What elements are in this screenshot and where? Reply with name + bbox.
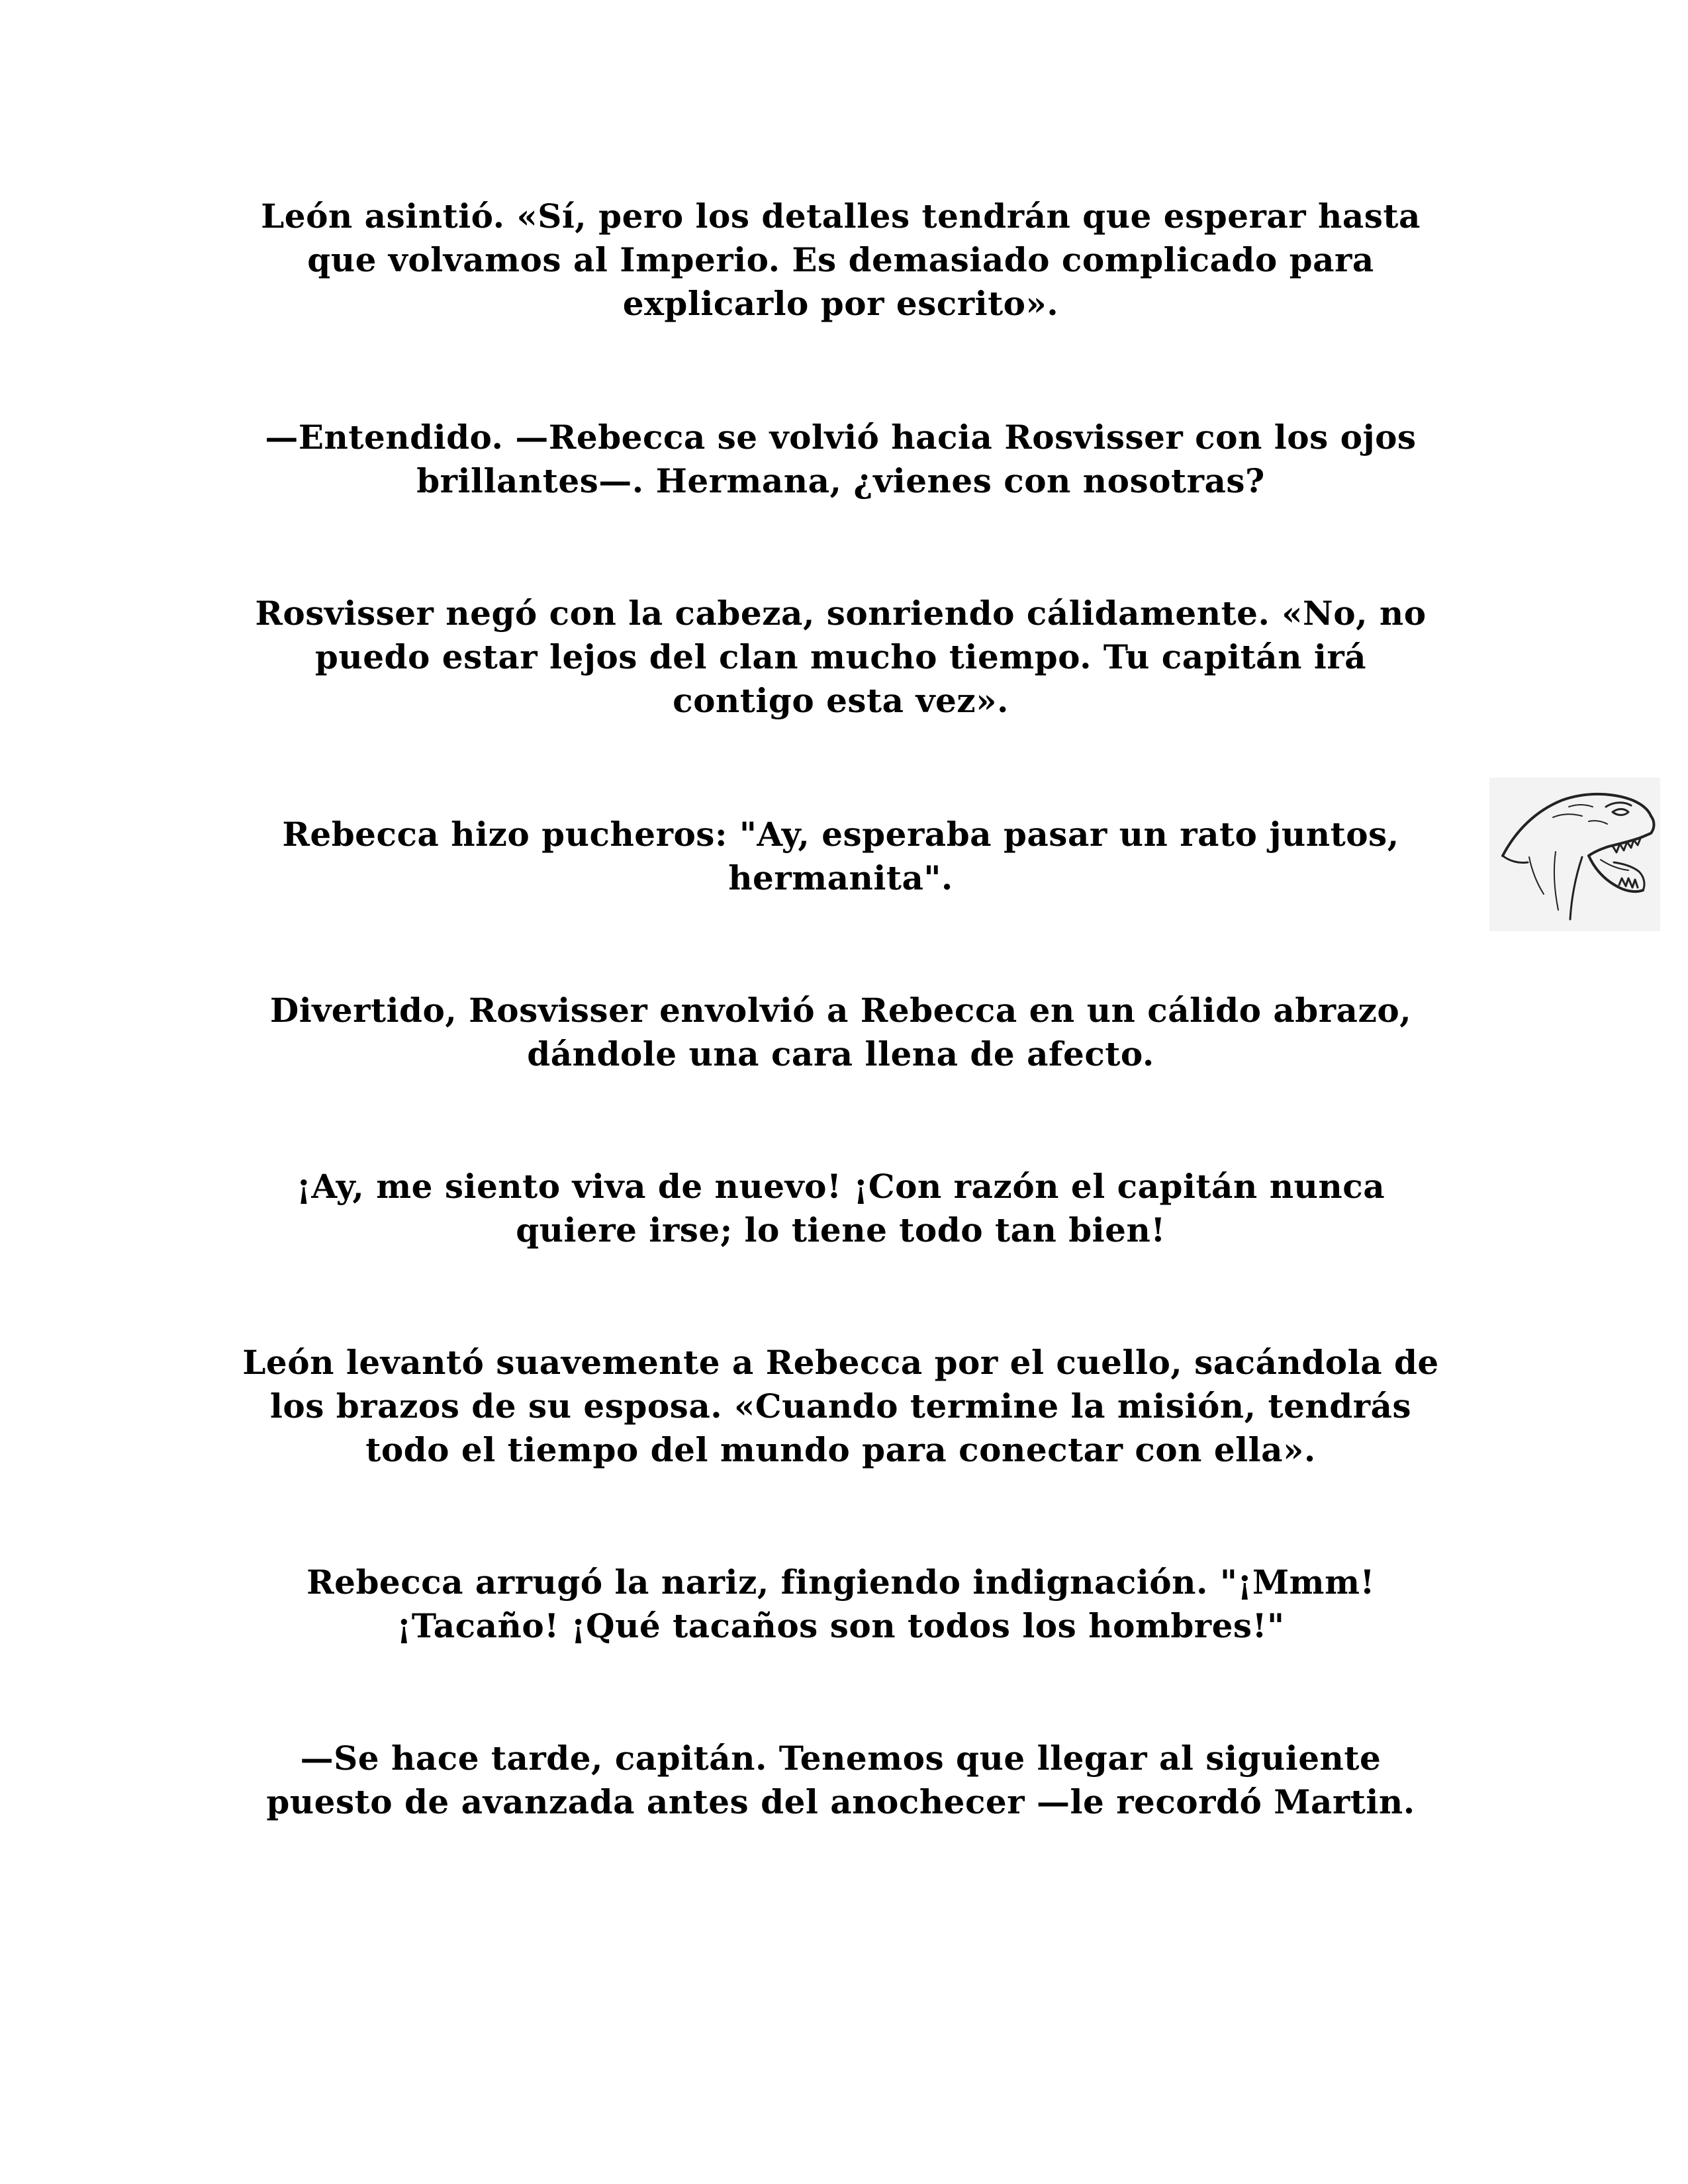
text-line: contigo esta vez». [673, 681, 1009, 720]
paragraph-5 [218, 989, 1463, 1076]
paragraph-7 [218, 1341, 1463, 1472]
text-line: —Se hace tarde, capitán. Tenemos que llegar al siguiente [300, 1739, 1382, 1778]
text-line: hermanita". [728, 858, 953, 897]
paragraph-9 [218, 1737, 1463, 1824]
paragraph-3 [218, 592, 1463, 723]
text-line: que volvamos al Imperio. Es demasiado complicado para [307, 240, 1374, 279]
text-line: dándole una cara llena de afecto. [527, 1034, 1154, 1073]
text-line: puedo estar lejos del clan mucho tiempo. Tu capitán irá [314, 637, 1367, 676]
text-line: los brazos de su esposa. «Cuando termine la misión, tendrás [269, 1387, 1412, 1426]
text-line: explicarlo por escrito». [622, 284, 1059, 323]
paragraph-1 [218, 195, 1463, 326]
text-line: ¡Tacaño! ¡Qué tacaños son todos los hombres!" [397, 1606, 1285, 1645]
text-line: Rebecca hizo pucheros: "Ay, esperaba pasar un rato juntos, [282, 815, 1399, 854]
paragraph-6 [218, 1165, 1463, 1252]
text-line: Rebecca arrugó la nariz, fingiendo indignación. "¡Mmm! [306, 1563, 1375, 1602]
paragraph-2 [218, 416, 1463, 503]
text-line: Divertido, Rosvisser envolvió a Rebecca en un cálido abrazo, [269, 991, 1412, 1030]
paragraph-8 [218, 1561, 1463, 1648]
text-line: todo el tiempo del mundo para conectar con ella». [365, 1430, 1316, 1469]
paragraph-4 [218, 813, 1463, 900]
text-line: brillantes—. Hermana, ¿vienes con nosotras? [416, 461, 1265, 500]
text-line: León levantó suavemente a Rebecca por el cuello, sacándola de [242, 1343, 1439, 1382]
text-line: quiere irse; lo tiene todo tan bien! [516, 1210, 1166, 1250]
text-line: Rosvisser negó con la cabeza, sonriendo cálidamente. «No, no [255, 594, 1427, 633]
text-line: ¡Ay, me siento viva de nuevo! ¡Con razón el capitán nunca [296, 1167, 1385, 1206]
text-line: —Entendido. —Rebecca se volvió hacia Rosvisser con los ojos [265, 418, 1417, 457]
dinosaur-sketch-icon [1489, 778, 1660, 931]
text-line: León asintió. «Sí, pero los detalles tendrán que esperar hasta [261, 197, 1421, 236]
text-line: puesto de avanzada antes del anochecer —le recordó Martin. [266, 1782, 1415, 1821]
